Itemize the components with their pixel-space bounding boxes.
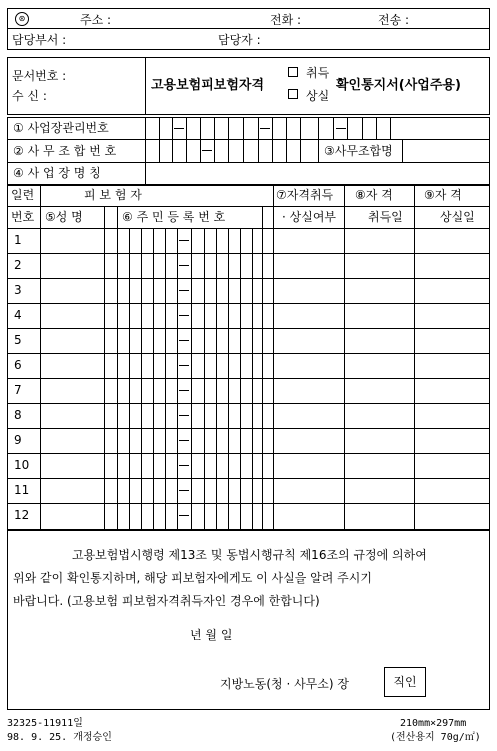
table-row <box>7 353 487 378</box>
row-number: 3 <box>14 283 22 297</box>
digit-divider <box>390 117 391 139</box>
doc-title-left: 고용보험피보험자격 <box>151 78 265 93</box>
row-line <box>7 253 490 254</box>
table-row <box>7 428 487 453</box>
row-number: 5 <box>14 333 22 347</box>
hyphen <box>179 315 189 316</box>
row-line <box>7 403 490 404</box>
digit-divider <box>300 117 301 139</box>
row-line <box>7 303 490 304</box>
footer-paper: (전산용지 70g/㎡) <box>390 732 481 743</box>
header-loss-2: 상실일 <box>440 210 475 224</box>
hyphen <box>179 465 189 466</box>
notice-line-2: 위와 같이 확인통지하며, 해당 피보험자에게도 이 사실을 알려 주시기 <box>13 571 372 585</box>
digit-divider <box>333 117 334 139</box>
digit-divider <box>172 117 173 139</box>
row-number: 10 <box>14 458 30 472</box>
hyphen <box>179 440 189 441</box>
header-loss-1: ⑨자 격 <box>424 188 462 202</box>
notice-date: 년 월 일 <box>190 628 233 642</box>
row-line <box>7 478 490 479</box>
hyphen <box>179 490 189 491</box>
hyphen <box>179 390 189 391</box>
acquire-label: 취득 <box>306 66 330 80</box>
divider <box>145 57 146 115</box>
digit-divider <box>159 139 160 162</box>
digit-divider <box>172 139 173 162</box>
hyphen <box>179 365 189 366</box>
hyphen <box>260 128 270 129</box>
loss-checkbox[interactable] <box>288 89 298 99</box>
field-union-name: ③사무조합명 <box>324 144 393 158</box>
table-row <box>7 328 487 353</box>
row-line <box>7 328 490 329</box>
table-row <box>7 478 487 503</box>
row-number: 9 <box>14 433 22 447</box>
digit-divider <box>228 117 229 139</box>
header-insured: 피 보 험 자 <box>84 188 142 202</box>
header-acquire-1: ⑧자 격 <box>355 188 393 202</box>
fax-label: 전송 : <box>378 13 410 27</box>
row-number: 12 <box>14 508 30 522</box>
table-row <box>7 303 487 328</box>
field-workplace-name: ④ 사 업 장 명 칭 <box>13 166 101 180</box>
footer-code: 32325-11911일 <box>7 718 83 729</box>
divider <box>7 139 490 140</box>
header-name: ⑤성 명 <box>45 210 83 224</box>
row-number: 6 <box>14 358 22 372</box>
phone-label: 전화 : <box>270 13 302 27</box>
row-number: 7 <box>14 383 22 397</box>
hyphen <box>202 150 212 151</box>
divider <box>145 117 146 185</box>
table-row <box>7 453 487 478</box>
dept-label: 담당부서 : <box>12 33 67 47</box>
digit-divider <box>286 139 287 162</box>
digit-divider <box>347 117 348 139</box>
loss-label: 상실 <box>306 89 330 103</box>
row-line <box>7 378 490 379</box>
table-row <box>7 228 487 253</box>
table-row <box>7 503 487 528</box>
hyphen <box>179 290 189 291</box>
digit-divider <box>186 117 187 139</box>
doc-number-label: 문서번호 : <box>12 69 67 83</box>
row-line <box>7 278 490 279</box>
row-number: 4 <box>14 308 22 322</box>
emblem-icon: ⊛ <box>15 12 29 26</box>
table-row <box>7 253 487 278</box>
digit-divider <box>362 117 363 139</box>
header-status-2: · 상실여부 <box>282 210 336 224</box>
row-number: 11 <box>14 483 30 497</box>
divider <box>7 206 490 207</box>
notice-line-1: 고용보험법시행령 제13조 및 동법시행규칙 제16조의 규정에 의하여 <box>72 548 427 562</box>
row-line <box>7 428 490 429</box>
digit-divider <box>200 139 201 162</box>
hyphen <box>174 128 184 129</box>
seal-label: 직인 <box>393 675 417 689</box>
digit-divider <box>186 139 187 162</box>
field-workplace-number: ① 사업장관리번호 <box>13 121 109 135</box>
digit-divider <box>228 139 229 162</box>
row-line <box>7 503 490 504</box>
digit-divider <box>272 139 273 162</box>
header-status-1: ⑦자격취득 <box>276 188 334 202</box>
divider <box>402 139 403 162</box>
digit-divider <box>318 139 319 162</box>
hyphen <box>179 265 189 266</box>
header-serial-2: 번호 <box>11 210 35 224</box>
header-ssn: ⑥ 주 민 등 록 번 호 <box>122 210 226 224</box>
seal-stamp <box>384 667 426 697</box>
digit-divider <box>243 139 244 162</box>
row-number: 1 <box>14 233 22 247</box>
hyphen <box>179 340 189 341</box>
digit-divider <box>243 117 244 139</box>
person-label: 담당자 : <box>218 33 261 47</box>
digit-divider <box>159 117 160 139</box>
hyphen <box>336 128 346 129</box>
address-label: 주소 : <box>80 13 112 27</box>
field-union-number: ② 사 무 조 합 번 호 <box>13 144 117 158</box>
notice-line-3: 바랍니다. (고용보험 피보험자격취득자인 경우에 한합니다) <box>13 594 320 608</box>
digit-divider <box>300 139 301 162</box>
header-acquire-2: 취득일 <box>368 210 403 224</box>
acquire-checkbox[interactable] <box>288 67 298 77</box>
divider <box>7 28 490 29</box>
row-line <box>7 353 490 354</box>
hyphen <box>179 415 189 416</box>
table-row <box>7 378 487 403</box>
hyphen <box>179 515 189 516</box>
recipient-label: 수 신 : <box>12 89 47 103</box>
row-number: 8 <box>14 408 22 422</box>
header-serial-1: 일련 <box>11 188 35 202</box>
digit-divider <box>258 117 259 139</box>
footer-size: 210mm×297mm <box>400 718 467 729</box>
row-number: 2 <box>14 258 22 272</box>
digit-divider <box>200 117 201 139</box>
doc-title-right: 확인통지서(사업주용) <box>336 78 461 93</box>
digit-divider <box>286 117 287 139</box>
table-row <box>7 278 487 303</box>
digit-divider <box>258 139 259 162</box>
digit-divider <box>318 117 319 139</box>
table-row <box>7 403 487 428</box>
footer-approved: 98. 9. 25. 개정승인 <box>7 732 112 743</box>
hyphen <box>179 240 189 241</box>
digit-divider <box>214 117 215 139</box>
row-line <box>7 453 490 454</box>
notice-office: 지방노동(청 · 사무소) 장 <box>220 677 349 691</box>
divider <box>7 162 490 163</box>
digit-divider <box>376 117 377 139</box>
digit-divider <box>214 139 215 162</box>
digit-divider <box>272 117 273 139</box>
